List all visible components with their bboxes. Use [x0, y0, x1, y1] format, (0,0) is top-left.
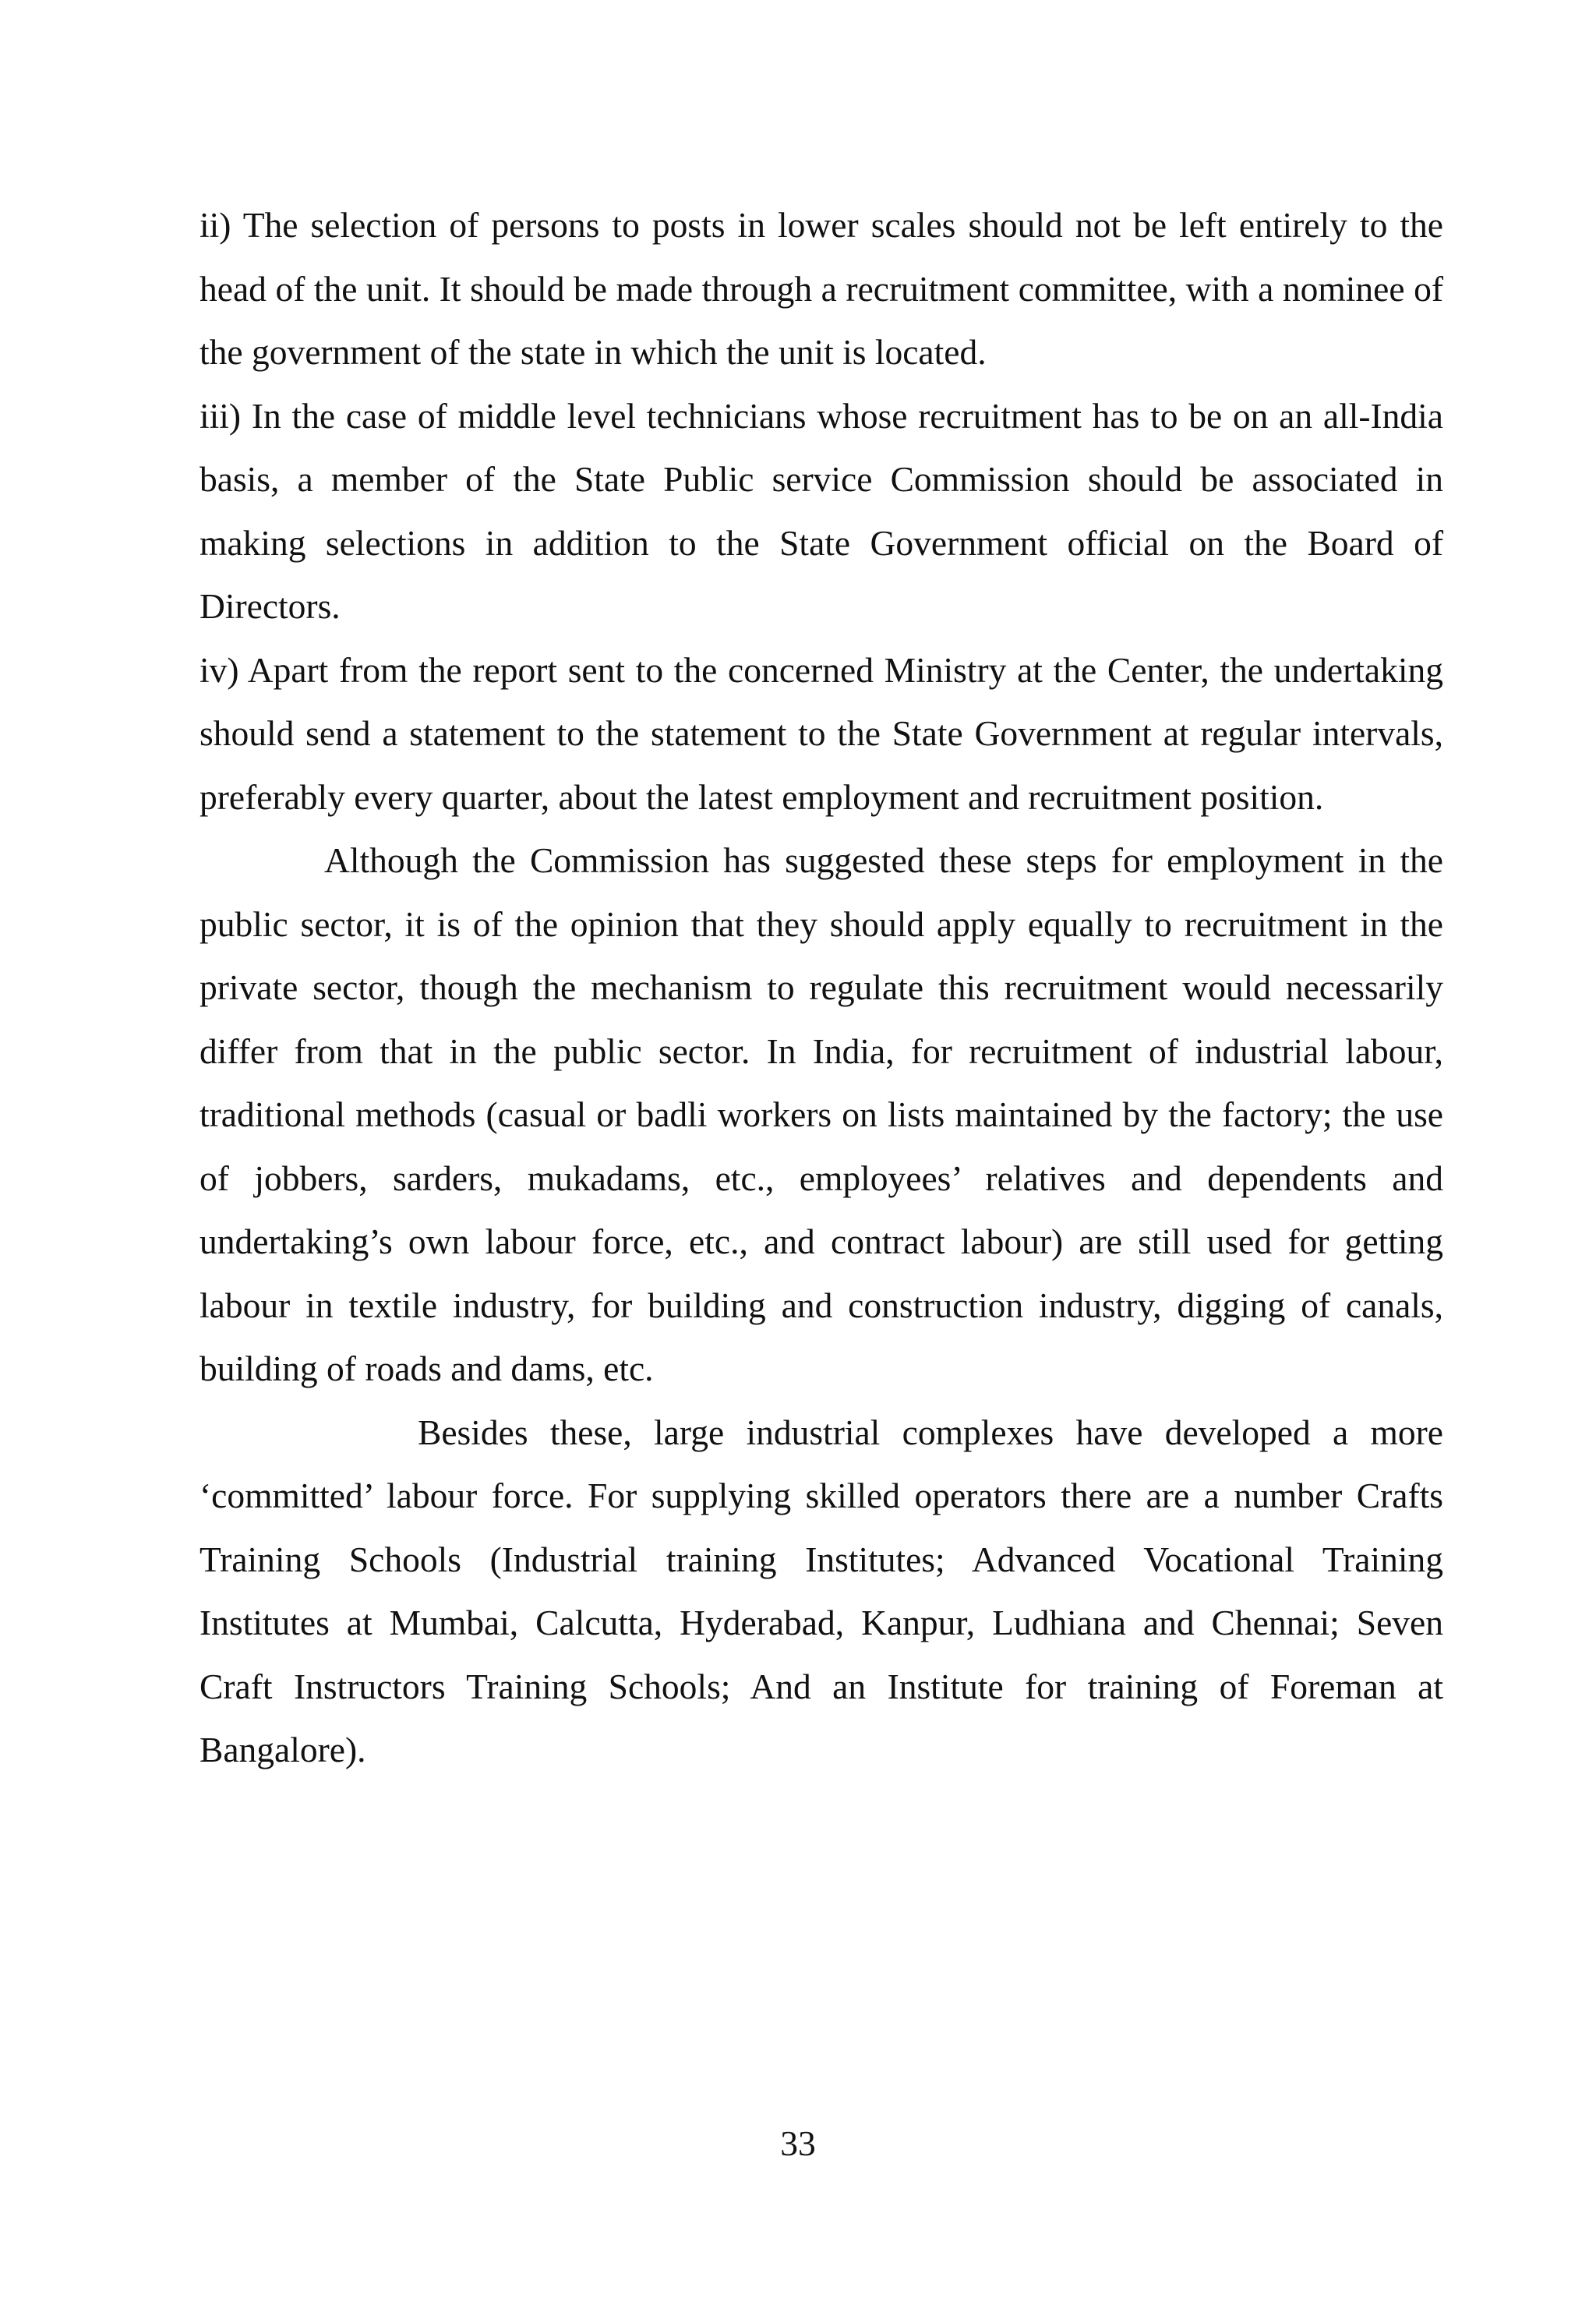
paragraph-commission-opinion: Although the Commission has suggested these steps for employment in the public sector, it is of the opinion that they should apply equally to recruitment in the private sector, though the mechanism to regulate this recruitment would necessarily differ from that in the public sector. In India, for recruitment of industrial labour, traditional methods (casual or badli workers on lists maintained by the factory; the use of jobbers, sarders, mukadams, etc., employees’ relatives and dependents and undertaking’s own labour force, etc., and contract labour) are still used for getting labour in textile industry, for building and construction industry, digging of canals, building of roads and dams, etc.: [200, 840, 1443, 1388]
paragraph-item-iv: iv) Apart from the report sent to the concerned Ministry at the Center, the undertaking should send a statement to the statement to the State Government at regular intervals, preferably every quarter, about the latest employment and recruitment position.: [200, 649, 1443, 817]
paragraph-committed-labour: Besides these, large industrial complexes have developed a more ‘committed’ labour force. For supplying skilled operators there are a number Crafts Training Schools (Industrial training Institutes; Advanced Vocational Training Institutes at Mumbai, Calcutta, Hyderabad, Kanpur, Ludhiana and Chennai; Seven Craft Instructors Training Schools; And an Institute for training of Foreman at Bangalore).: [200, 1412, 1443, 1769]
body-text: [200, 193, 1443, 1782]
paragraph-item-iii: iii) In the case of middle level technicians whose recruitment has to be on an all-India basis, a member of the State Public service Commission should be associated in making selections in addition to the State Government official on the Board of Directors.: [200, 395, 1443, 626]
page-number: 33: [780, 2123, 816, 2163]
paragraph-item-ii: ii) The selection of persons to posts in lower scales should not be left entirely to the head of the unit. It should be made through a recruitment committee, with a nominee of the government of the state in which the unit is located.: [200, 205, 1443, 372]
